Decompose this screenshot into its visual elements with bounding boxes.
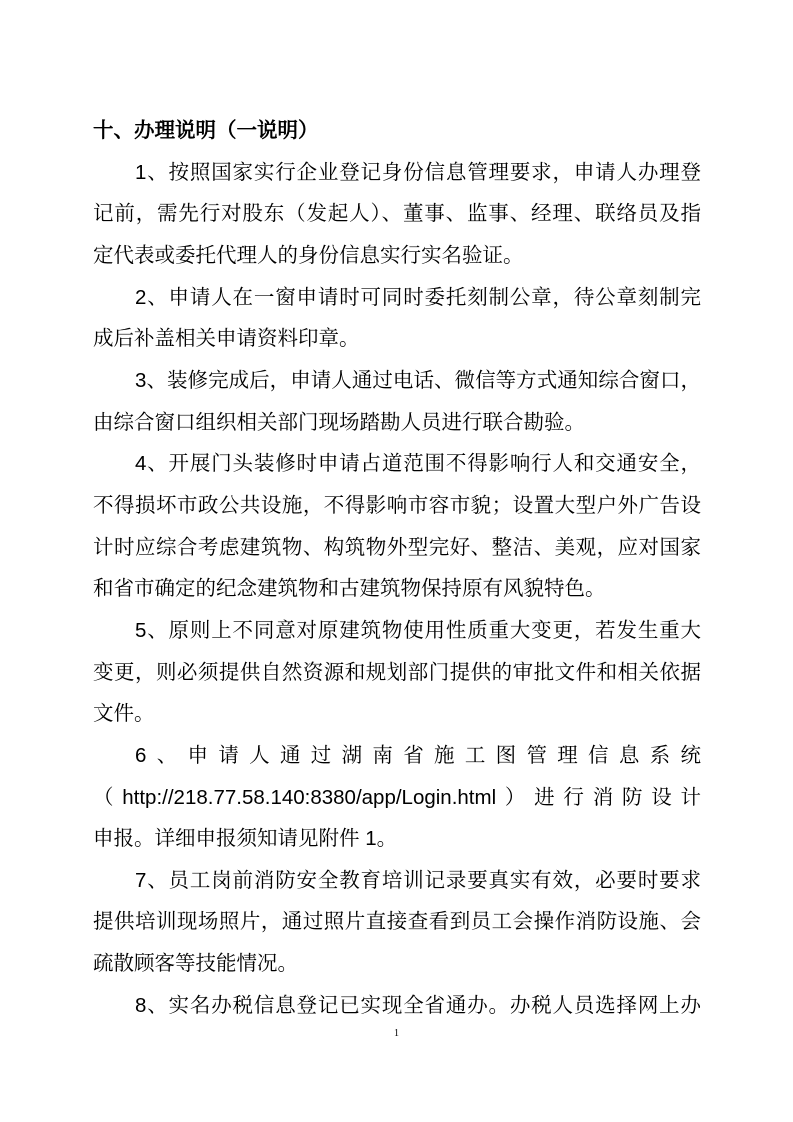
paragraph-8: [93, 985, 701, 1027]
text-line: 记前，需先行对股东（发起人）、董事、监事、经理、联络员及指: [93, 202, 701, 226]
text-line: 计时应综合考虑建筑物、构筑物外型完好、整洁、美观，应对国家: [93, 535, 701, 559]
paragraph-5: [93, 610, 701, 735]
text-line: 申报。详细申报须知请见附件 1。: [93, 827, 398, 851]
page-number: 1: [394, 1028, 399, 1039]
text-line: 变更，则必须提供自然资源和规划部门提供的审批文件和相关依据: [93, 660, 701, 684]
text-line: 和省市确定的纪念建筑物和古建筑物保持原有风貌特色。: [93, 577, 606, 601]
text-line: 文件。: [93, 702, 155, 726]
section-heading: 十、办理说明（一说明）: [93, 119, 319, 142]
text-line: 由综合窗口组织相关部门现场踏勘人员进行联合勘验。: [93, 410, 585, 434]
text-line: 不得损坏市政公共设施，不得影响市容市貌；设置大型户外广告设: [93, 493, 701, 517]
text-line: 2、申请人在一窗申请时可同时委托刻制公章，待公章刻制完: [135, 285, 701, 309]
text-line: 提供培训现场照片，通过照片直接查看到员工会操作消防设施、会: [93, 910, 701, 934]
paragraph-2: [93, 277, 701, 360]
text-line: 4、开展门头装修时申请占道范围不得影响行人和交通安全，: [135, 452, 701, 476]
text-line: 疏散顾客等技能情况。: [93, 952, 298, 976]
paragraph-7: [93, 860, 701, 985]
document-body: [93, 110, 701, 1026]
text-line: 1、按照国家实行企业登记身份信息管理要求，申请人办理登: [135, 160, 701, 184]
text-line: 成后补盖相关申请资料印章。: [93, 327, 360, 351]
text-line: 8、实名办税信息登记已实现全省通办。办税人员选择网上办: [135, 993, 701, 1017]
paragraph-6: [93, 735, 701, 860]
text-line: 7、员工岗前消防安全教育培训记录要真实有效，必要时要求: [135, 868, 701, 892]
text-line-url: （http://218.77.58.140:8380/app/Login.html）进行消防设计: [93, 785, 701, 809]
text-line: 5、原则上不同意对原建筑物使用性质重大变更，若发生重大: [135, 618, 701, 642]
text-line: 3、装修完成后，申请人通过电话、微信等方式通知综合窗口，: [135, 368, 701, 392]
text-line: 定代表或委托代理人的身份信息实行实名验证。: [93, 243, 524, 267]
paragraph-4: [93, 443, 701, 610]
text-line: 6、申请人通过湖南省施工图管理信息系统: [135, 743, 701, 767]
paragraph-1: [93, 152, 701, 277]
paragraph-3: [93, 360, 701, 443]
